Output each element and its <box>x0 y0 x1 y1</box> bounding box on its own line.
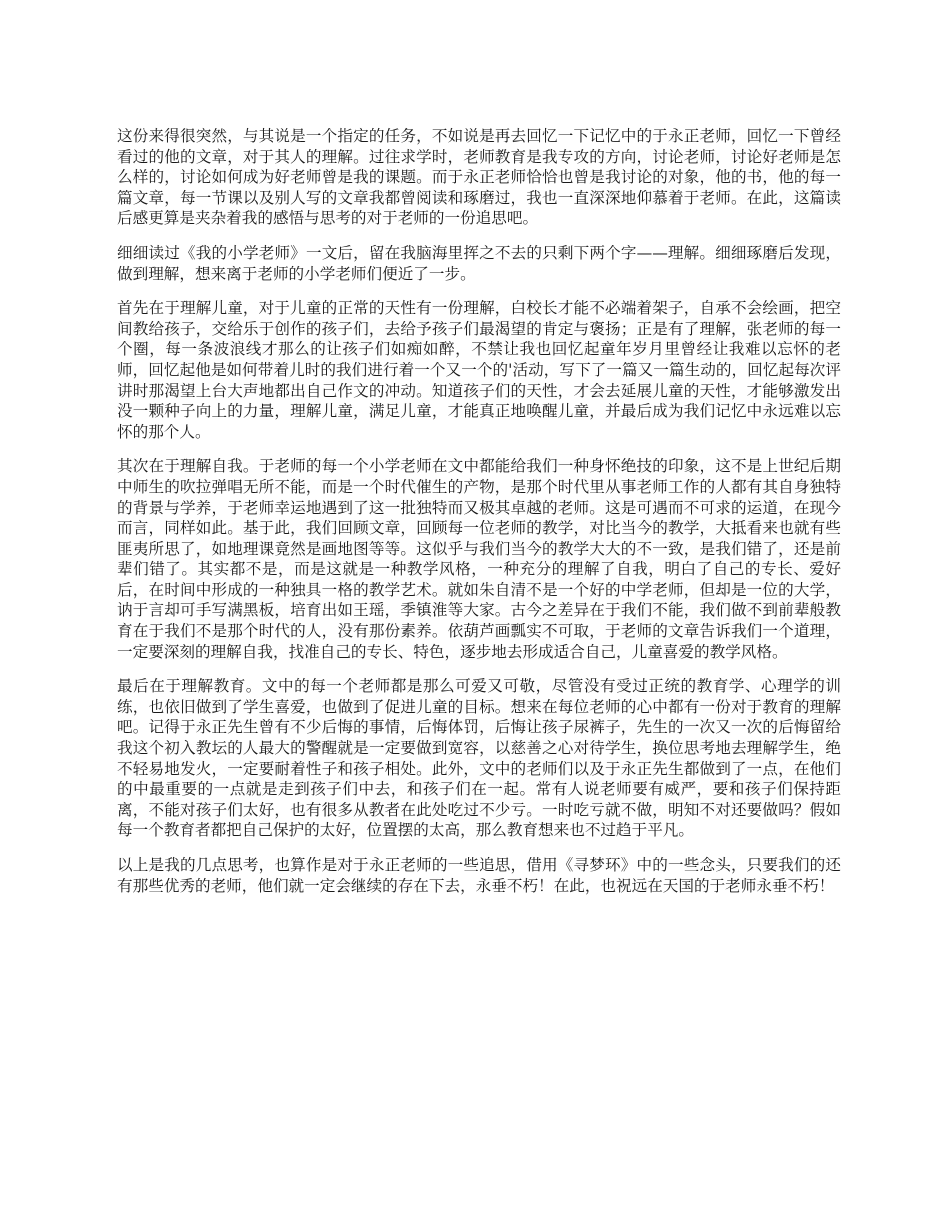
paragraph-intro: 这份来得很突然，与其说是一个指定的任务，不如说是再去回忆一下记忆中的于永正老师，回忆一下曾经看过的他的文章，对于其人的理解。过往求学时，老师教育是我专攻的方向，讨论老师，讨论好老师是怎么样的，讨论如何成为好老师曾是我的课题。而于永正老师恰恰也曾是我讨论的对象，他的书，他的每一篇文章，每一节课以及别人写的文章我都曾阅读和琢磨过，我也一直深深地仰慕着于老师。在此，这篇读后感更算是夹杂着我的感悟与思考的对于老师的一份追思吧。 <box>117 127 841 228</box>
paragraph-understand-self: 其次在于理解自我。于老师的每一个小学老师在文中都能给我们一种身怀绝技的印象，这不是上世纪后期中师生的吹拉弹唱无所不能，而是一个时代催生的产物，是那个时代里从事老师工作的人都有其自身独特的背景与学养，于老师幸运地遇到了这一批独特而又极其卓越的老师。这是可遇而不可求的运道，在现今而言，同样如此。基于此，我们回顾文章，回顾每一位老师的教学，对比当今的教学，大抵看来也就有些匪夷所思了，如地理课竟然是画地图等等。这似乎与我们当今的教学大大的不一致，是我们错了，还是前辈们错了。其实都不是，而是这就是一种教学风格，一种充分的理解了自我，明白了自己的专长、爱好后，在时间中形成的一种独具一格的教学艺术。就如朱自清不是一个好的中学老师，但却是一位的大学，讷于言却可手写满黑板，培育出如王瑶，季镇淮等大家。古今之差异在于我们不能，我们做不到前辈般教育在于我们不是那个时代的人，没有那份素养。依葫芦画瓢实不可取，于老师的文章告诉我们一个道理，一定要深刻的理解自我，找准自己的专长、特色，逐步地去形成适合自己，儿童喜爱的教学风格。 <box>117 457 841 661</box>
paragraph-conclusion: 以上是我的几点思考，也算作是对于永正老师的一些追思，借用《寻梦环》中的一些念头，只要我们的还有那些优秀的老师，他们就一定会继续的存在下去，永垂不朽！在此，也祝远在天国的于老师永垂不朽！ <box>117 856 841 895</box>
document-body <box>117 126 841 910</box>
paragraph-understanding: 细细读过《我的小学老师》一文后，留在我脑海里挥之不去的只剩下两个字——理解。细细琢磨后发现，做到理解，想来离于老师的小学老师们便近了一步。 <box>117 243 841 283</box>
paragraph-understand-children: 首先在于理解儿童，对于儿童的正常的天性有一份理解，白校长才能不必端着架子，自承不会绘画，把空间教给孩子，交给乐于创作的孩子们，去给予孩子们最渴望的肯定与褒扬；正是有了理解，张老师的每一个圈，每一条波浪线才那么的让孩子们如痴如醉，不禁让我也回忆起童年岁月里曾经让我难以忘怀的老师，回忆起他是如何带着儿时的我们进行着一个又一个的'活动，写下了一篇又一篇生动的，回忆起每次评讲时那渴望上台大声地都出自己作文的冲动。知道孩子们的天性，才会去延展儿童的天性，才能够激发出没一颗种子向上的力量，理解儿童，满足儿童，才能真正地唤醒儿童，并最后成为我们记忆中永远难以忘怀的那个人。 <box>117 299 841 441</box>
paragraph-understand-education: 最后在于理解教育。文中的每一个老师都是那么可爱又可敬，尽管没有受过正统的教育学、心理学的训练，也依旧做到了学生喜爱，也做到了促进儿童的目标。想来在每位老师的心中都有一份对于教育的理解吧。记得于永正先生曾有不少后悔的事情，后悔体罚，后悔让孩子尿裤子，先生的一次又一次的后悔留给我这个初入教坛的人最大的警醒就是一定要做到宽容，以慈善之心对待学生，换位思考地去理解学生，绝不轻易地发火，一定要耐着性子和孩子相处。此外，文中的老师们以及于永正先生都做到了一点，在他们的中最重要的一点就是走到孩子们中去，和孩子们在一起。常有人说老师要有威严，要和孩子们保持距离，不能对孩子们太好，也有很多从教者在此处吃过不少亏。一时吃亏就不做，明知不对还要做吗？假如每一个教育者都把自己保护的太好，位置摆的太高，那么教育想来也不过趋于平凡。 <box>117 677 841 840</box>
